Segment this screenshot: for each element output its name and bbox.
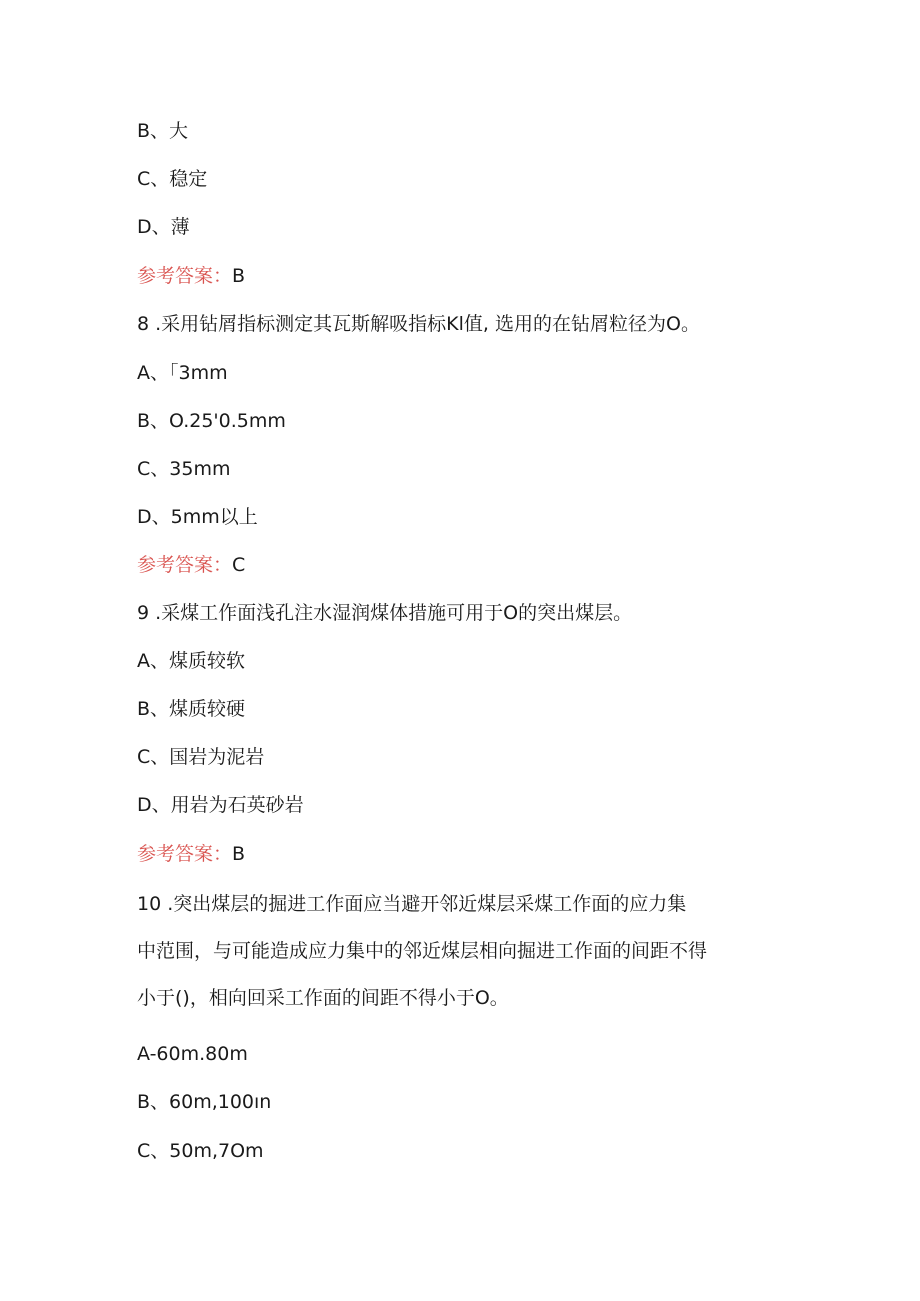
- option-d-9: D、用岩为石英砂岩: [137, 794, 304, 816]
- answer-8: [137, 553, 245, 577]
- option-b-8: B、O.25'0.5mm: [137, 410, 286, 432]
- option-a-8: A、「3mm: [137, 362, 228, 384]
- option-a-10: A-60m.80m: [137, 1043, 248, 1065]
- answer-7: [137, 264, 245, 288]
- option-c-10: C、50m,7Om: [137, 1140, 264, 1162]
- question-10-line-1: 10 .突出煤层的掘进工作面应当避开邻近煤层采煤工作面的应力集: [137, 893, 687, 915]
- answer-value: B: [232, 265, 246, 287]
- option-d-8: D、5mm以上: [137, 506, 258, 528]
- question-10-line-2: 中范围，与可能造成应力集中的邻近煤层相向掘进工作面的间距不得: [137, 940, 708, 962]
- answer-label: 参考答案：: [137, 843, 233, 865]
- option-b-9: B、煤质较硬: [137, 698, 246, 720]
- answer-value: B: [232, 843, 246, 865]
- option-c-9: C、国岩为泥岩: [137, 746, 265, 768]
- option-c-7: C、稳定: [137, 168, 208, 190]
- question-9: 9 .采煤工作面浅孔注水湿润煤体措施可用于O的突出煤层。: [137, 602, 633, 624]
- answer-label: 参考答案：: [137, 554, 233, 576]
- option-c-8: C、35mm: [137, 458, 231, 480]
- option-d-7: D、薄: [137, 216, 190, 238]
- question-10-line-3: 小于()，相向回采工作面的间距不得小于O。: [137, 987, 509, 1009]
- answer-value: C: [232, 554, 246, 576]
- option-b-7: B、大: [137, 120, 189, 142]
- answer-9: [137, 842, 245, 866]
- question-8: 8 .采用钻屑指标测定其瓦斯解吸指标Kl值, 选用的在钻屑粒径为O。: [137, 313, 700, 335]
- answer-label: 参考答案：: [137, 265, 233, 287]
- option-a-9: A、煤质较软: [137, 650, 245, 672]
- option-b-10: B、60m,100ın: [137, 1091, 272, 1113]
